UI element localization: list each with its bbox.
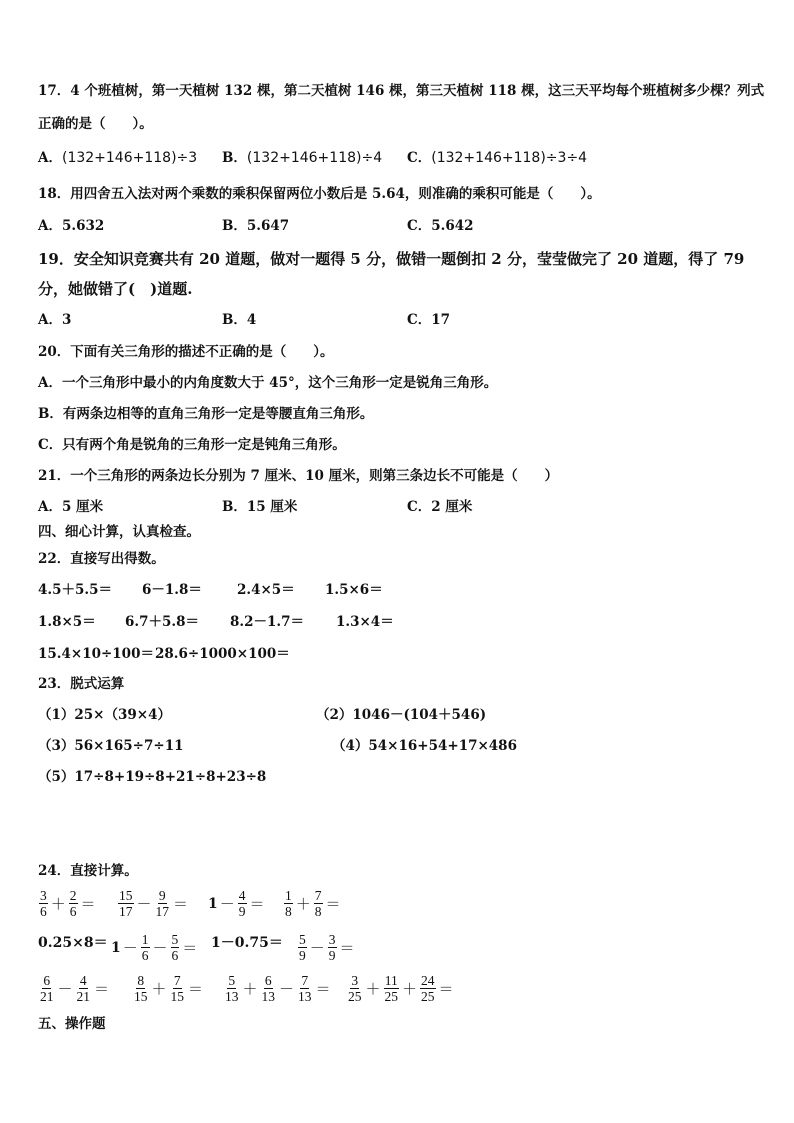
fraction: $\frac{3}{6}$ [40, 888, 47, 919]
q24-stem: 24．直接计算。 [38, 863, 138, 879]
q21-stem: 21．一个三角形的两条边长分别为 7 厘米、10 厘米，则第三条边长不可能是（ ） [38, 468, 559, 484]
q23-item: （1）25×（39×4） [38, 707, 171, 723]
q18-option-a: A．5.632 [38, 218, 105, 234]
q22-item: 1.8×5＝ [38, 614, 96, 630]
q20-option-a: A．一个三角形中最小的内角度数大于 45°，这个三角形一定是锐角三角形。 [38, 375, 498, 391]
section-4-heading: 四、细心计算，认真检查。 [38, 524, 200, 540]
q24-item: $\frac{6}{21}$ － $\frac{4}{21}$ ＝ [40, 973, 110, 1004]
q19-option-b: B．4 [222, 312, 257, 328]
q17-option-c: C．(132+146+118)÷3÷4 [407, 150, 588, 166]
q22-item: 6－1.8＝ [142, 582, 202, 598]
q19-stem-line1: 19．安全知识竞赛共有 20 道题，做对一题得 5 分，做错一题倒扣 2 分，莹莹做完了 20 道题，得了 79 [38, 250, 745, 268]
fraction: $\frac{8}{15}$ [134, 973, 148, 1004]
fraction: $\frac{4}{21}$ [76, 973, 91, 1004]
q24-item: $\frac{15}{17}$ － $\frac{9}{17}$ ＝ [119, 888, 189, 919]
q19-option-a: A．3 [38, 312, 72, 328]
fraction: $\frac{9}{17}$ [155, 888, 170, 919]
q22-stem: 22．直接写出得数。 [38, 551, 165, 567]
fraction: $\frac{3}{25}$ [348, 973, 362, 1004]
fraction: $\frac{5}{13}$ [225, 973, 239, 1004]
q23-item: （4）54×16+54+17×486 [332, 738, 517, 754]
q21-option-c: C．2 厘米 [407, 499, 473, 515]
q17-stem-line1: 17．4 个班植树，第一天植树 132 棵，第二天植树 146 棵，第三天植树 118 棵，这三天平均每个班植树多少棵？列式 [38, 83, 765, 99]
q24-item: $\frac{3}{6}$ ＋ $\frac{2}{6}$ ＝ [40, 888, 96, 919]
q20-stem: 20．下面有关三角形的描述不正确的是（ ）。 [38, 344, 334, 360]
q20-option-b: B．有两条边相等的直角三角形一定是等腰直角三角形。 [38, 406, 374, 422]
q19-option-c: C．17 [407, 312, 451, 328]
q24-item: $\frac{3}{25}$ ＋ $\frac{11}{25}$ ＋ $\frac{24}{25}$ ＝ [348, 973, 454, 1004]
q24-item: 1 － $\frac{1}{6}$ － $\frac{5}{6}$ ＝ [111, 932, 198, 963]
fraction: $\frac{6}{13}$ [261, 973, 276, 1004]
fraction: $\frac{24}{25}$ [421, 973, 435, 1004]
q22-item: 4.5＋5.5＝ [38, 582, 112, 598]
section-5-heading: 五、操作题 [38, 1016, 106, 1032]
q21-option-a: A．5 厘米 [38, 499, 104, 515]
q22-item: 8.2－1.7＝ [230, 614, 304, 630]
fraction: $\frac{7}{15}$ [170, 973, 185, 1004]
q22-item: 2.4×5＝ [237, 582, 295, 598]
fraction: $\frac{7}{8}$ [314, 888, 322, 919]
fraction: $\frac{5}{9}$ [299, 932, 306, 963]
fraction: $\frac{2}{6}$ [69, 888, 77, 919]
fraction: $\frac{5}{6}$ [171, 932, 179, 963]
q24-item: 0.25×8＝ [38, 935, 108, 951]
fraction: $\frac{7}{13}$ [298, 973, 312, 1004]
q18-option-b: B．5.647 [222, 218, 290, 234]
q18-stem: 18．用四舍五入法对两个乘数的乘积保留两位小数后是 5.64，则准确的乘积可能是（ ）。 [38, 186, 601, 202]
fraction: $\frac{1}{6}$ [141, 932, 149, 963]
q22-item: 1.5×6＝ [325, 582, 383, 598]
q23-item: （3）56×165÷7÷11 [38, 738, 184, 754]
q19-stem-line2: 分，她做错了( )道题. [38, 280, 193, 298]
q22-item: 1.3×4＝ [336, 614, 394, 630]
q23-item: （2）1046－(104＋546) [316, 707, 487, 723]
q17-option-a: A．(132+146+118)÷3 [38, 150, 198, 166]
q18-option-c: C．5.642 [407, 218, 474, 234]
q22-item: 6.7＋5.8＝ [125, 614, 199, 630]
fraction: $\frac{11}{25}$ [384, 973, 399, 1004]
fraction: $\frac{1}{8}$ [285, 888, 292, 919]
q17-stem-line2: 正确的是（ ）。 [38, 116, 153, 132]
q24-item: $\frac{8}{15}$ ＋ $\frac{7}{15}$ ＝ [134, 973, 204, 1004]
q24-item: $\frac{1}{8}$ ＋ $\frac{7}{8}$ ＝ [285, 888, 341, 919]
fraction: $\frac{3}{9}$ [328, 932, 336, 963]
q24-item: $\frac{5}{9}$ － $\frac{3}{9}$ ＝ [299, 932, 355, 963]
q23-stem: 23．脱式运算 [38, 676, 125, 692]
q22-item: 28.6÷1000×100＝ [155, 646, 290, 662]
fraction: $\frac{6}{21}$ [40, 973, 54, 1004]
q22-item: 15.4×10÷100＝ [38, 646, 154, 662]
q20-option-c: C．只有两个角是锐角的三角形一定是钝角三角形。 [38, 437, 346, 453]
fraction: $\frac{15}{17}$ [119, 888, 133, 919]
q24-item: $\frac{5}{13}$ ＋ $\frac{6}{13}$ － $\frac{7}{13}$ ＝ [225, 973, 331, 1004]
fraction: $\frac{4}{9}$ [238, 888, 246, 919]
q17-option-b: B．(132+146+118)÷4 [222, 150, 383, 166]
q24-item: 1－0.75＝ [211, 935, 283, 951]
q23-item: （5）17÷8+19÷8+21÷8+23÷8 [38, 769, 267, 785]
q21-option-b: B．15 厘米 [222, 499, 298, 515]
q24-item: 1 － $\frac{4}{9}$ ＝ [208, 888, 265, 919]
